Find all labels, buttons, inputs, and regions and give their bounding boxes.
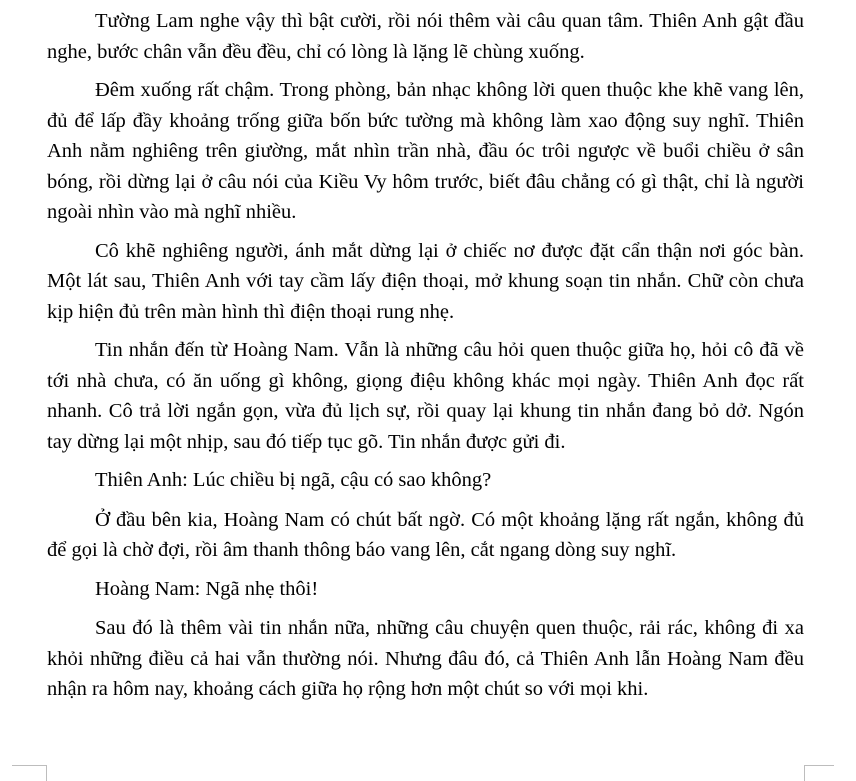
dialogue-thien-anh: Thiên Anh: Lúc chiều bị ngã, cậu có sao không? bbox=[95, 469, 492, 491]
dialogue-hoang-nam: Hoàng Nam: Ngã nhẹ thôi! bbox=[95, 577, 319, 600]
paragraph-3: Cô khẽ nghiêng người, ánh mắt dừng lại ở chiếc nơ được đặt cẩn thận nơi góc bàn. Một lát sau, Thiên Anh với tay cầm lấy điện thoại, mở khung soạn tin nhắn. Chữ còn chưa kịp hiện đủ trên màn hình thì điện thoại rung nhẹ. bbox=[47, 239, 804, 323]
crop-mark-left-horizontal bbox=[12, 765, 46, 766]
paragraph-1: Tường Lam nghe vậy thì bật cười, rồi nói thêm vài câu quan tâm. Thiên Anh gật đầu nghe, bước chân vẫn đều đều, chỉ có lòng là lặng lẽ chùng xuống. bbox=[47, 10, 804, 63]
paragraph-6: Sau đó là thêm vài tin nhắn nữa, những câu chuyện quen thuộc, rải rác, không đi xa khỏi những điều cả hai vẫn thường nói. Nhưng đâu đó, cả Thiên Anh lẫn Hoàng Nam đều nhận ra hôm nay, khoảng cách giữa họ rộng hơn một chút so với mọi khi. bbox=[47, 617, 804, 700]
paragraph-4: Tin nhắn đến từ Hoàng Nam. Vẫn là những câu hỏi quen thuộc giữa họ, hỏi cô đã về tới nhà chưa, có ăn uống gì không, giọng điệu không khác mọi ngày. Thiên Anh đọc rất nhanh. Cô trả lời ngắn gọn, vừa đủ lịch sự, rồi quay lại khung tin nhắn đang bỏ dở. Ngón tay dừng lại một nhịp, sau đó tiếp tục gõ. Tin nhắn được gửi đi. bbox=[47, 339, 804, 453]
paragraph-5: Ở đầu bên kia, Hoàng Nam có chút bất ngờ. Có một khoảng lặng rất ngắn, không đủ để gọi là chờ đợi, rồi âm thanh thông báo vang lên, cắt ngang dòng suy nghĩ. bbox=[47, 508, 804, 561]
document-body[interactable] bbox=[47, 6, 804, 713]
paragraph-2: Đêm xuống rất chậm. Trong phòng, bản nhạc không lời quen thuộc khe khẽ vang lên, đủ để lấp đầy khoảng trống giữa bốn bức tường mà không làm xao động suy nghĩ. Thiên Anh nằm nghiêng trên giường, mắt nhìn trần nhà, đầu óc trôi ngược về buổi chiều ở sân bóng, rồi dừng lại ở câu nói của Kiều Vy hôm trước, biết đâu chẳng có gì thật, chỉ là người ngoài nhìn vào mà nghĩ nhiều. bbox=[47, 79, 804, 223]
crop-mark-right-vertical bbox=[804, 765, 805, 781]
crop-mark-right-horizontal bbox=[804, 765, 834, 766]
crop-mark-left-vertical bbox=[46, 765, 47, 781]
